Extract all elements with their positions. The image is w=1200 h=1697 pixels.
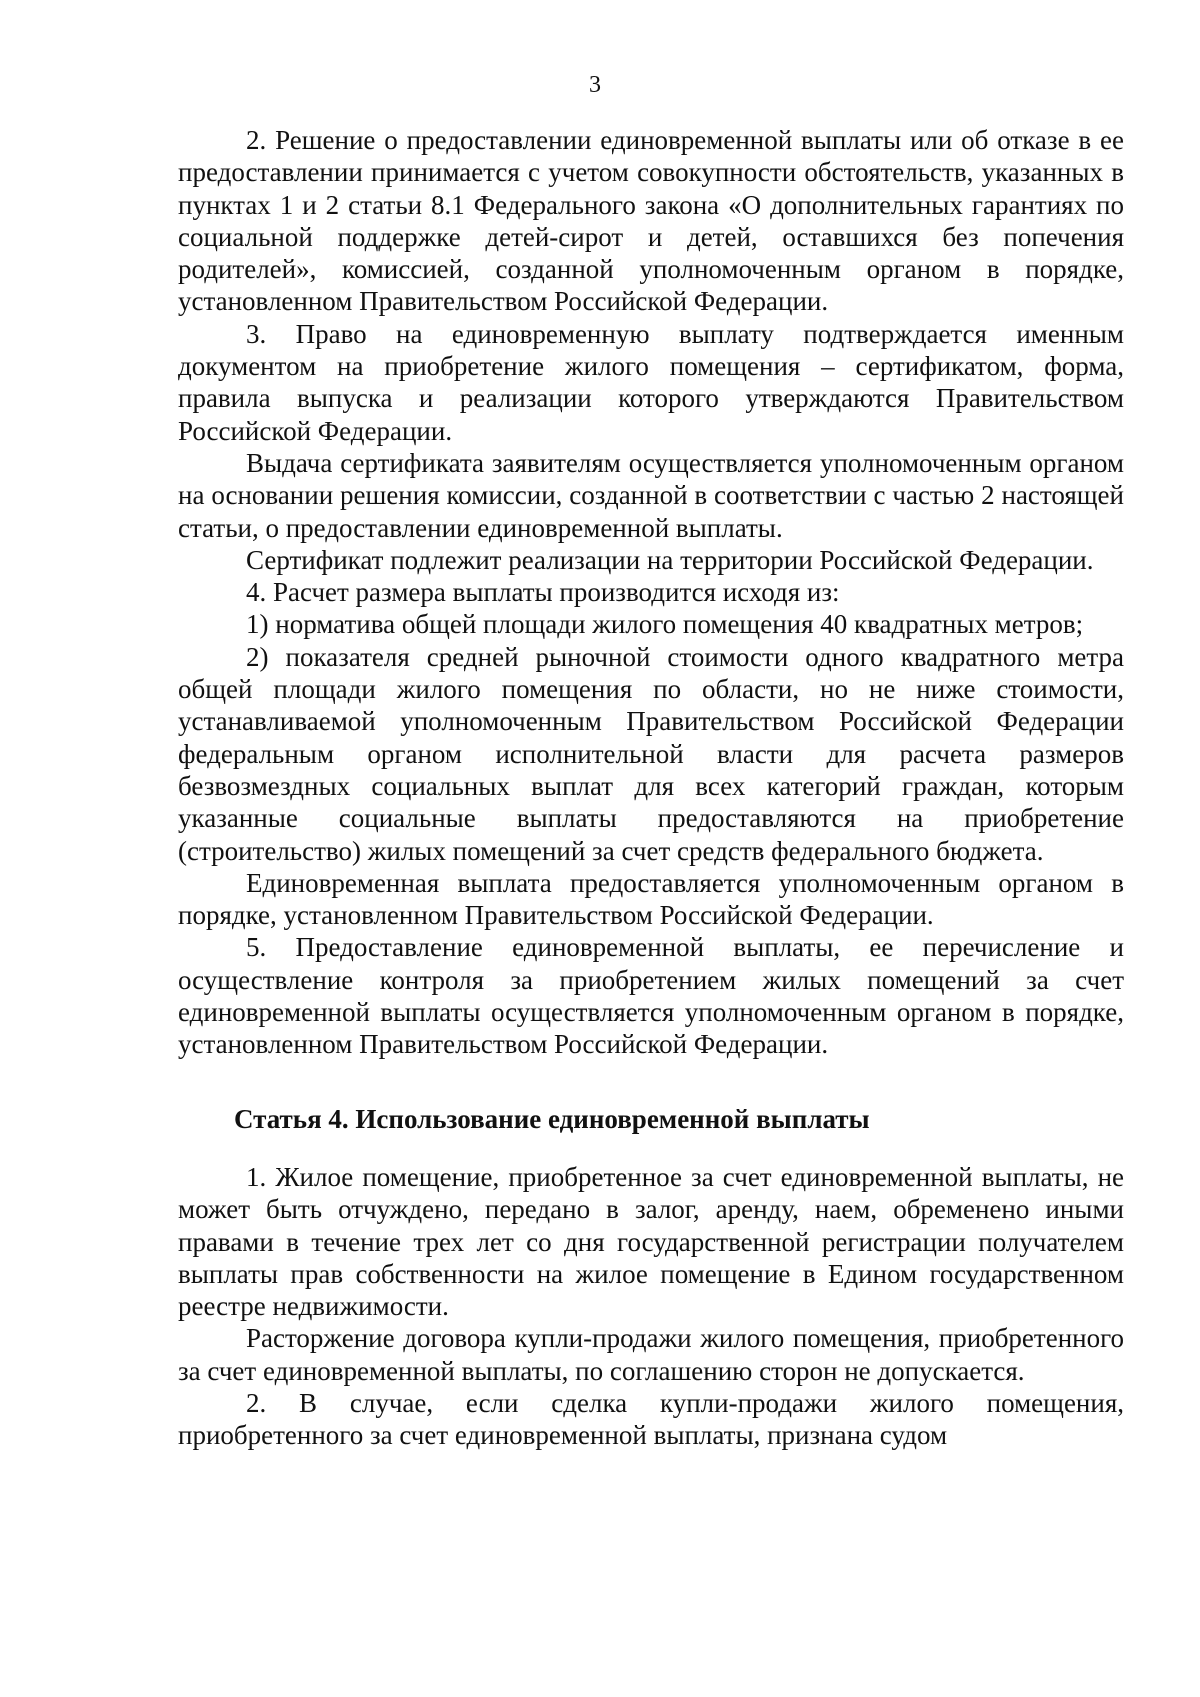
page-number: 3 — [589, 72, 601, 98]
article-heading: Статья 4. Использование единовременной выплаты — [234, 1103, 870, 1134]
paragraph-payment-control: 5. Предоставление единовременной выплаты, ее перечисление и осуществление контроля за приобретением жилых помещений за счет единовременной выплаты осуществляется уполномоченным органом в порядке, установленном Правительством Российской Федерации. — [178, 932, 1124, 1060]
paragraph-housing-restrictions: 1. Жилое помещение, приобретенное за счет единовременной выплаты, не может быть отчуждено, передано в залог, аренду, наем, обременено иными правами в течение трех лет со дня государственной регистрации получателем выплаты прав собственности на жилое помещение в Едином государственном реестре недвижимости. — [178, 1161, 1124, 1322]
paragraph-calculation-item-1: 1) норматива общей площади жилого помещения 40 квадратных метров; — [246, 609, 1084, 640]
paragraph-calculation-item-2: 2) показателя средней рыночной стоимости одного квадратного метра общей площади жилого помещения по области, но не ниже стоимости, устанавливаемой уполномоченным Правительством Российской Федерации федеральным органом исполнительной власти для расчета размеров безвозмездных социальных выплат для всех категорий граждан, которым указанные социальные выплаты предоставляются на приобретение (строительство) жилых помещений за счет средств федерального бюджета. — [178, 641, 1124, 866]
paragraph-payment-provision: Единовременная выплата предоставляется уполномоченным органом в порядке, установленном Правительством Российской Федерации. — [178, 867, 1124, 931]
paragraph-contract-termination: Расторжение договора купли-продажи жилого помещения, приобретенного за счет единовременной выплаты, по соглашению сторон не допускается. — [178, 1323, 1124, 1386]
document-body — [178, 124, 1124, 1452]
paragraph-calculation: 4. Расчет размера выплаты производится исходя из: — [246, 577, 840, 608]
paragraph-certificate-right: 3. Право на единовременную выплату подтверждается именным документом на приобретение жилого помещения – сертификатом, форма, правила выпуска и реализации которого утверждаются Правительством Российской Федерации. — [178, 318, 1124, 446]
paragraph-certificate-territory: Сертификат подлежит реализации на территории Российской Федерации. — [246, 544, 1094, 575]
paragraph-certificate-issue: Выдача сертификата заявителям осуществляется уполномоченным органом на основании решения комиссии, созданной в соответствии с частью 2 настоящей статьи, о предоставлении единовременной выплаты. — [178, 447, 1124, 543]
paragraph-decision: 2. Решение о предоставлении единовременной выплаты или об отказе в ее предоставлении принимается с учетом совокупности обстоятельств, указанных в пунктах 1 и 2 статьи 8.1 Федерального закона «О дополнительных гарантиях по социальной поддержке детей-сирот и детей, оставшихся без попечения родителей», комиссией, созданной уполномоченным органом в порядке, установленном Правительством Российской Федерации. — [178, 125, 1124, 317]
paragraph-invalid-transaction: 2. В случае, если сделка купли-продажи жилого помещения, приобретенного за счет единовременной выплаты, признана судом — [178, 1387, 1124, 1451]
